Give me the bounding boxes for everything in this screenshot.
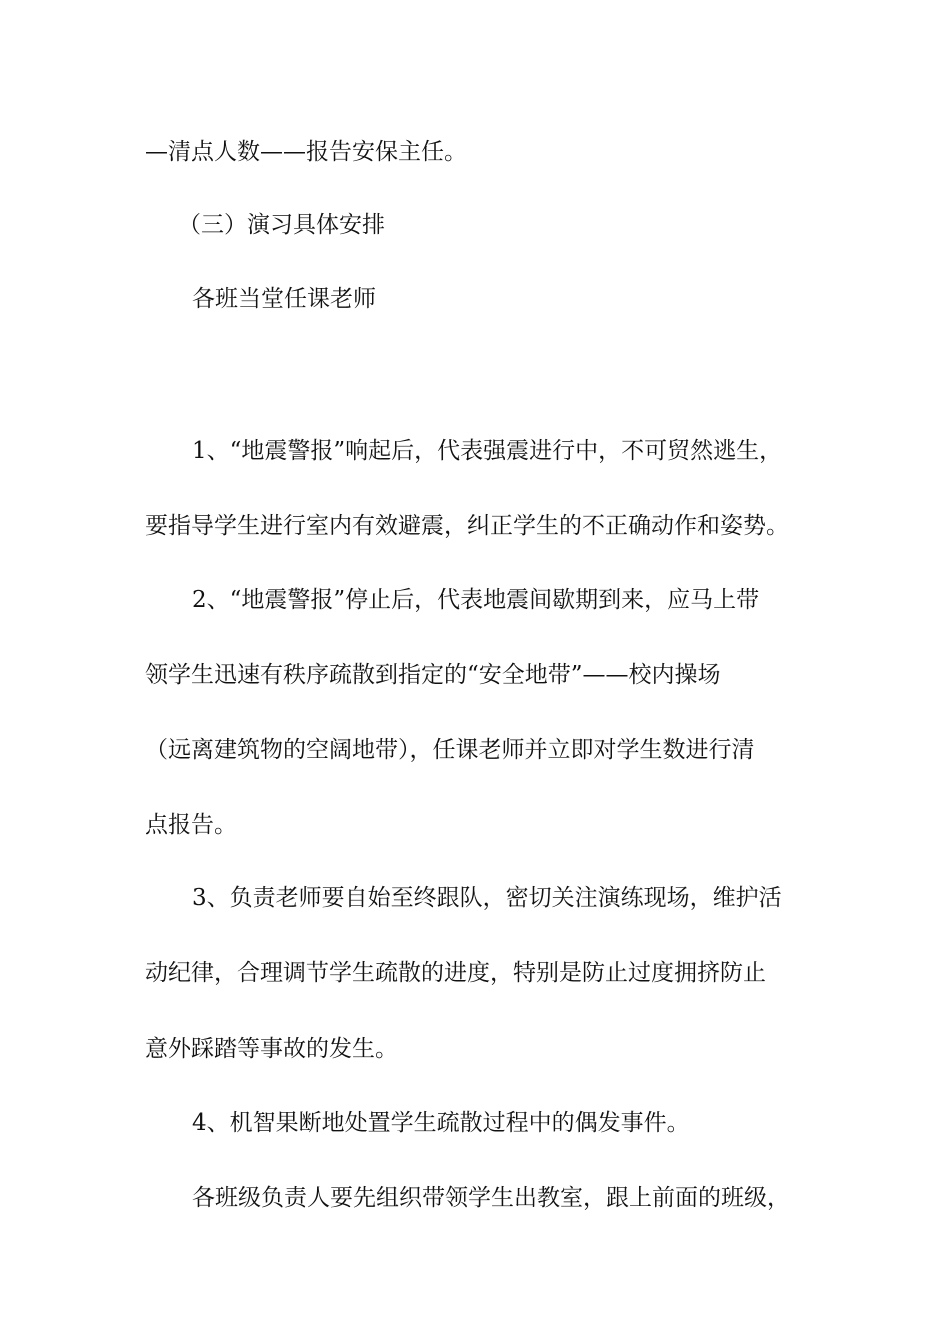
text-line: —清点人数——报告安保主任。 bbox=[145, 139, 467, 165]
text-line: 1、“地震警报”响起后，代表强震进行中，不可贸然逃生， bbox=[192, 438, 783, 464]
text-line: （远离建筑物的空阔地带），任课老师并立即对学生数进行清 bbox=[145, 737, 755, 763]
text-line: 领学生迅速有秩序疏散到指定的“安全地带”——校内操场 bbox=[145, 662, 721, 688]
text-line: 4、机智果断地处置学生疏散过程中的偶发事件。 bbox=[192, 1110, 690, 1136]
text-line: 3、负责老师要自始至终跟队，密切关注演练现场，维护活 bbox=[192, 885, 782, 911]
text-line: 各班当堂任课老师 bbox=[192, 286, 376, 312]
text-line: 2、“地震警报”停止后，代表地震间歇期到来，应马上带 bbox=[192, 587, 760, 613]
text-line: 意外踩踏等事故的发生。 bbox=[145, 1036, 398, 1062]
text-line: 点报告。 bbox=[145, 812, 237, 838]
text-line: 动纪律，合理调节学生疏散的进度，特别是防止过度拥挤防止 bbox=[145, 960, 766, 986]
text-line: 要指导学生进行室内有效避震，纠正学生的不正确动作和姿势。 bbox=[145, 513, 789, 539]
section-heading: （三）演习具体安排 bbox=[178, 212, 385, 238]
text-line: 各班级负责人要先组织带领学生出教室，跟上前面的班级， bbox=[192, 1185, 790, 1211]
